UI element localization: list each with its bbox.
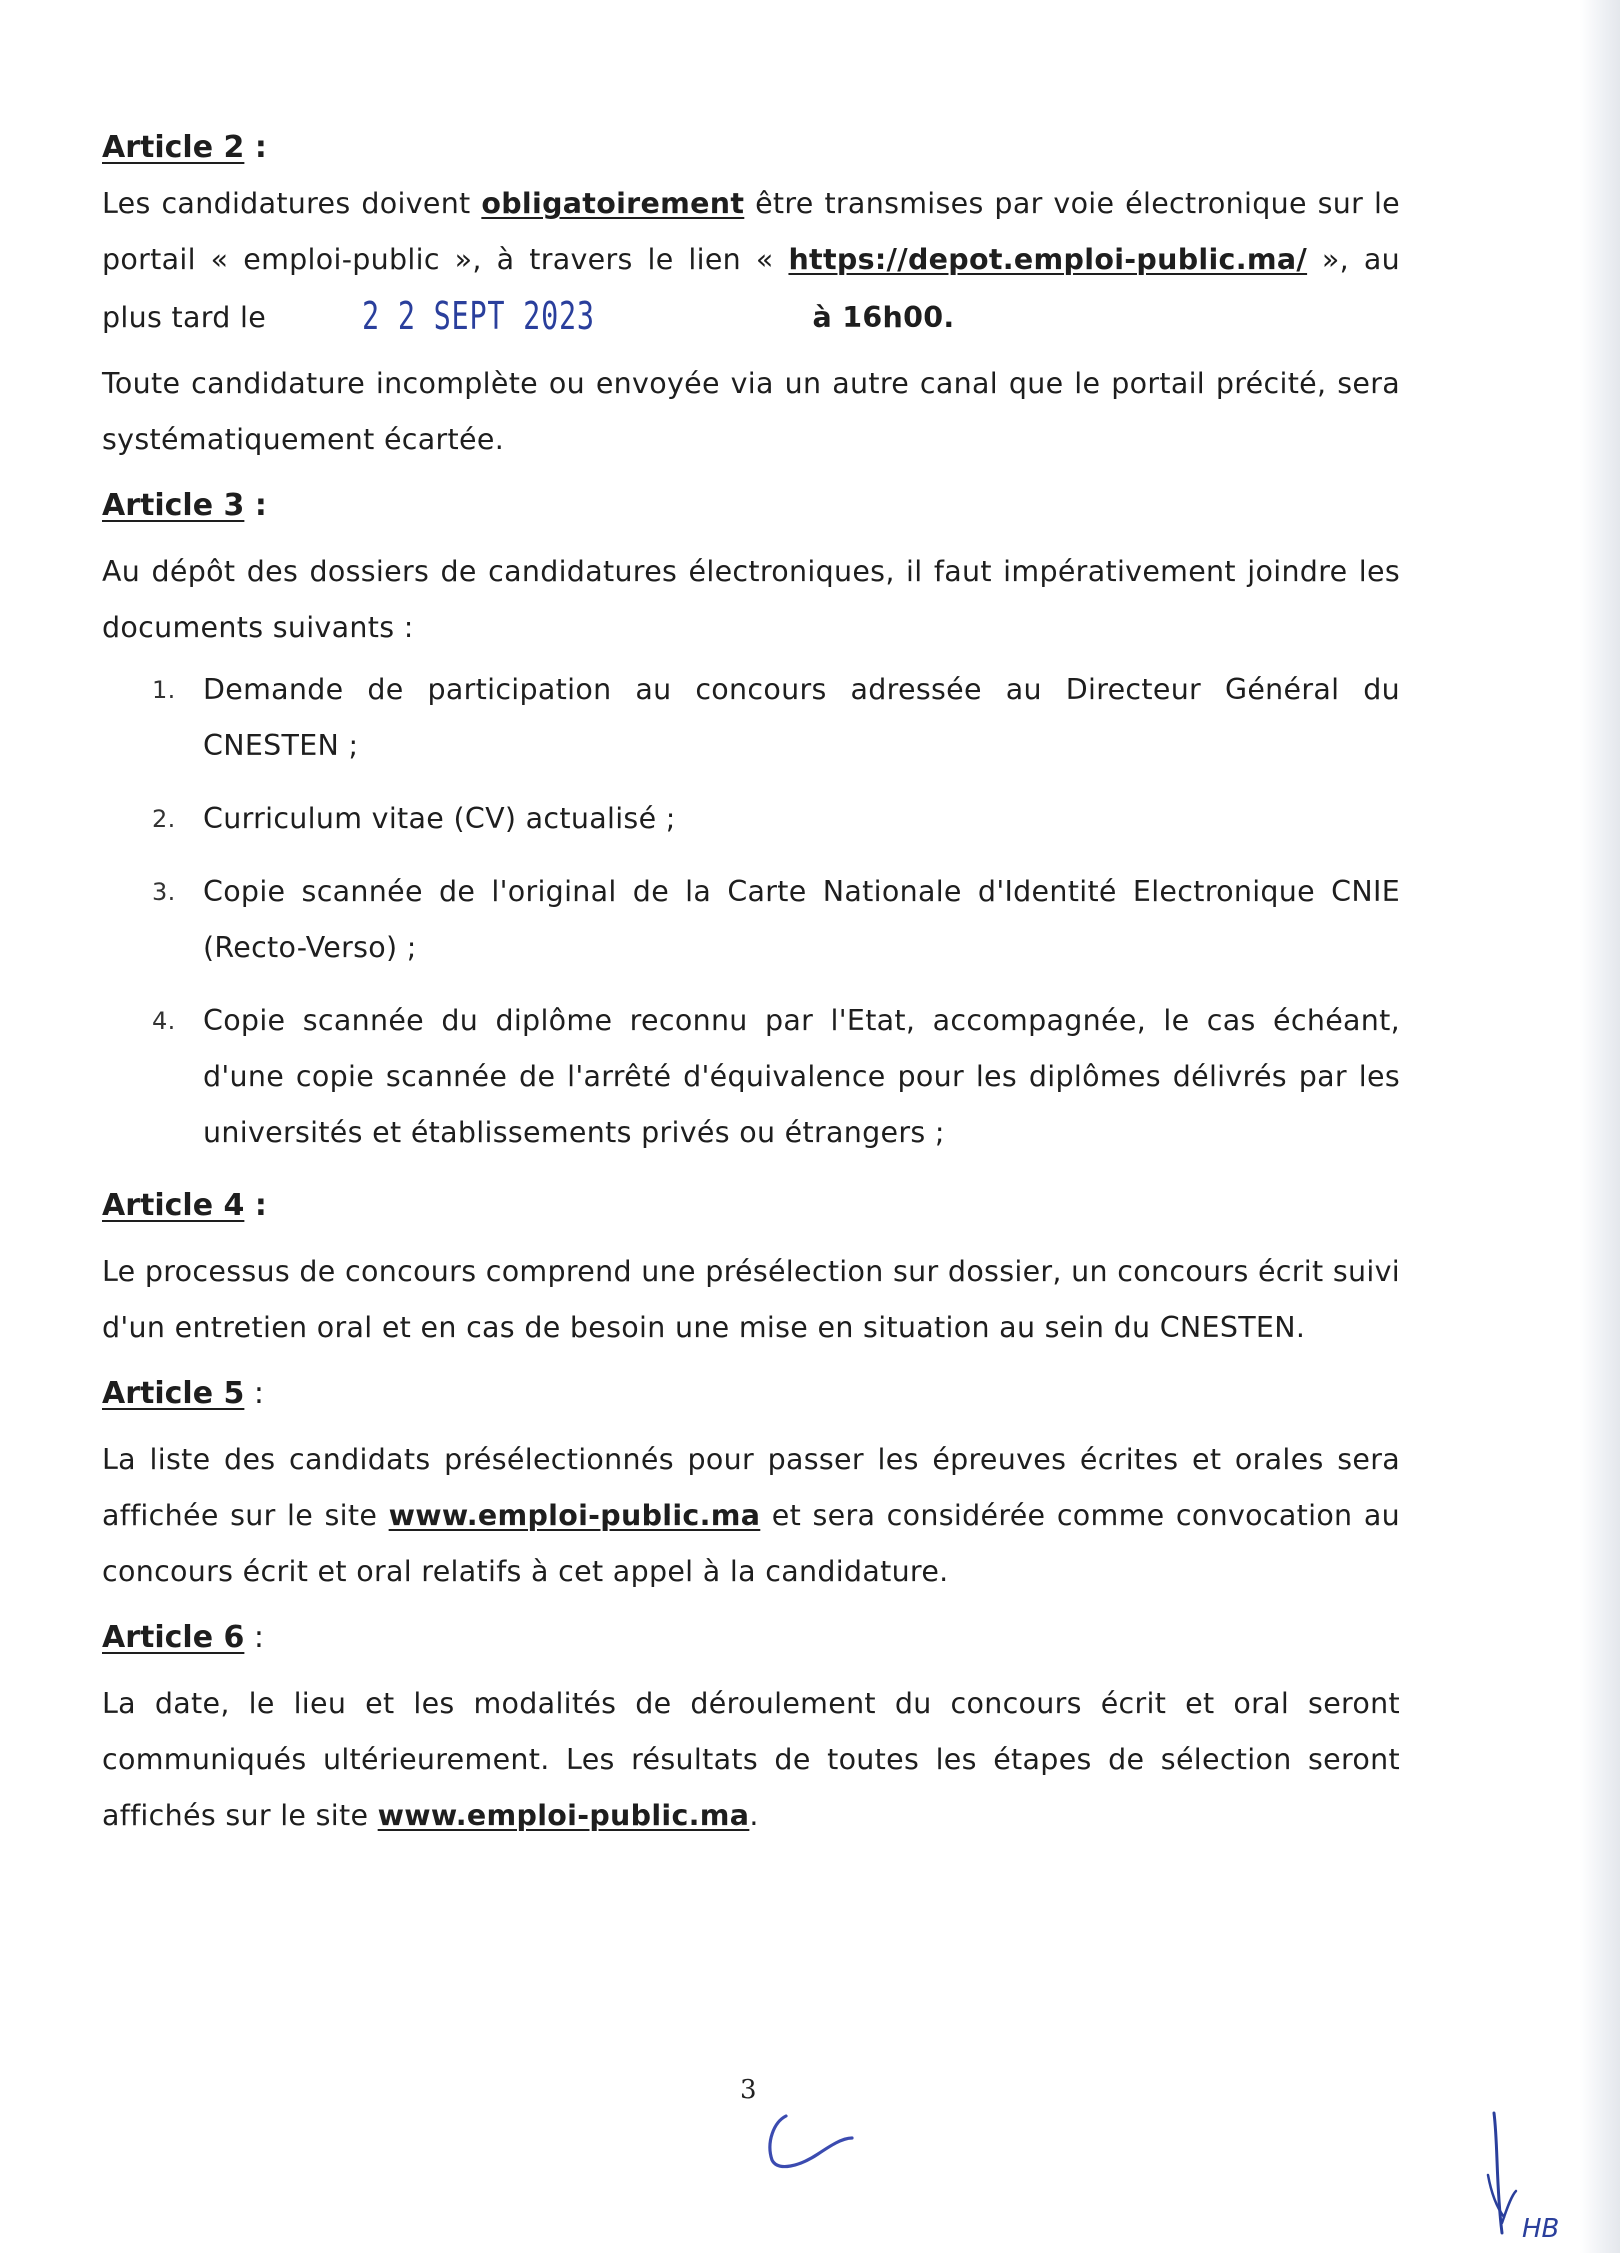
article-3-intro: Au dépôt des dossiers de candidatures électroniques, il faut impérativement joindre les documents suivants :: [102, 555, 1400, 644]
article-4-heading: Article 4 :: [102, 1188, 267, 1223]
document-page: [102, 120, 1400, 1844]
article-4-paragraph: Le processus de concours comprend une présélection sur dossier, un concours écrit suivi d'un entretien oral et en cas de besoin une mise en situation au sein du CNESTEN.: [102, 1255, 1400, 1344]
emploi-public-link[interactable]: www.emploi-public.ma: [377, 1799, 750, 1832]
handwritten-mark-icon: [760, 2108, 870, 2178]
article-3-heading: Article 3 :: [102, 488, 267, 523]
initials: HB: [1522, 2214, 1560, 2244]
article-6-heading: Article 6 :: [102, 1620, 265, 1655]
list-item: 3. Copie scannée de l'original de la Carte Nationale d'Identité Electronique CNIE (Recto-Verso) ;: [152, 875, 1400, 964]
article-2-paragraph-2: Toute candidature incomplète ou envoyée via un autre canal que le portail précité, sera systématiquement écartée.: [102, 367, 1400, 456]
article-2-paragraph-1: Les candidatures doivent obligatoirement être transmises par voie électronique sur le portail « emploi-public », à travers le lien « https://depot.emploi-public.ma/ », au plus tard le 2 2 SEPT 2023 à 16h00.: [102, 176, 1400, 346]
page-number: 3: [740, 2075, 757, 2105]
article-2-heading: Article 2 :: [102, 130, 267, 165]
signature-initials-icon: [1480, 2105, 1590, 2245]
article-5-heading: Article 5 :: [102, 1376, 265, 1411]
date-stamp: 2 2 SEPT 2023: [362, 294, 595, 338]
list-item: 1. Demande de participation au concours adressée au Directeur Général du CNESTEN ;: [152, 673, 1400, 762]
emphasis-obligatoirement: obligatoirement: [481, 187, 745, 220]
scan-edge-shadow: [1580, 0, 1620, 2253]
depot-link[interactable]: https://depot.emploi-public.ma/: [788, 243, 1308, 276]
required-documents-list: [102, 662, 1400, 1161]
list-item: 4. Copie scannée du diplôme reconnu par l'Etat, accompagnée, le cas échéant, d'une copie scannée de l'arrêté d'équivalence pour les diplômes délivrés par les universités et établissements privés ou étrangers ;: [152, 1004, 1400, 1149]
article-6-paragraph: La date, le lieu et les modalités de déroulement du concours écrit et oral seront communiqués ultérieurement. Les résultats de toutes les étapes de sélection seront affichés sur le site www.emploi-public.ma.: [102, 1687, 1400, 1832]
article-5-paragraph: La liste des candidats présélectionnés pour passer les épreuves écrites et orales sera affichée sur le site www.emploi-public.ma et sera considérée comme convocation au concours écrit et oral relatifs à cet appel à la candidature.: [102, 1443, 1400, 1588]
emploi-public-link[interactable]: www.emploi-public.ma: [388, 1499, 761, 1532]
deadline-time: à 16h00.: [812, 301, 955, 334]
list-item: 2. Curriculum vitae (CV) actualisé ;: [152, 802, 676, 835]
